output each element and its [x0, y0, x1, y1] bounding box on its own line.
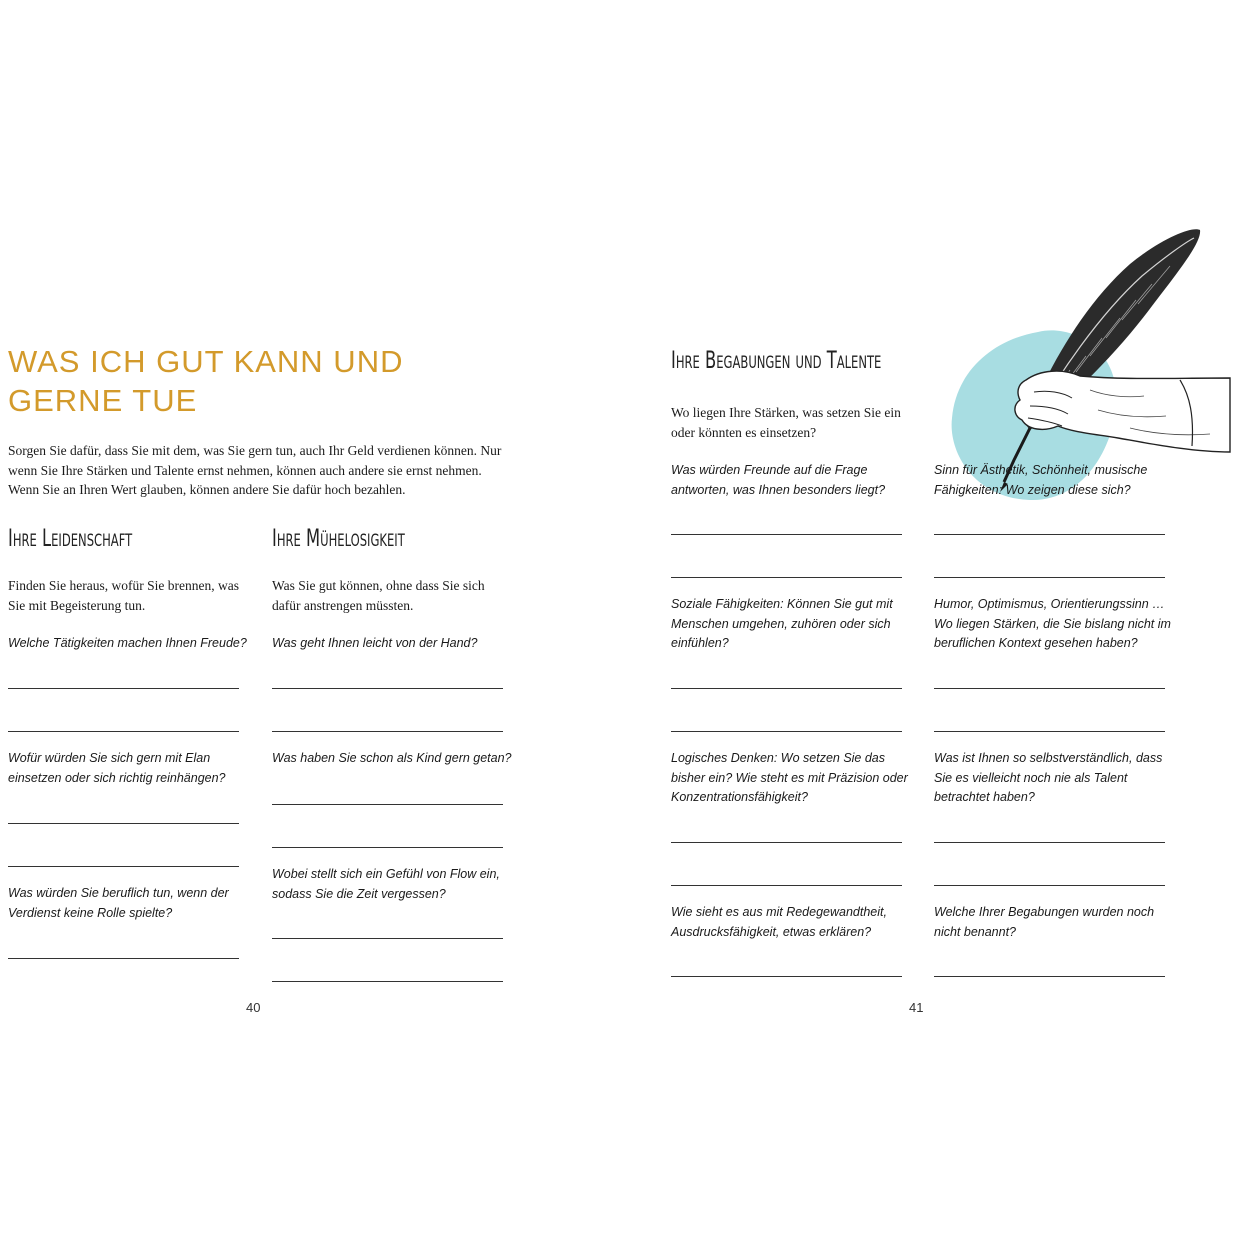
answer-line[interactable] — [272, 847, 503, 848]
answer-line[interactable] — [671, 976, 902, 977]
lead-leidenschaft: Finden Sie heraus, wofür Sie brennen, was Sie mit Begeisterung tun. — [8, 578, 239, 613]
page-title — [8, 342, 528, 420]
question-flow: Wobei stellt sich ein Gefühl von Flow ein, sodass Sie die Zeit vergessen? — [272, 867, 500, 901]
answer-line[interactable] — [934, 534, 1165, 535]
answer-line[interactable] — [272, 804, 503, 805]
question-humor: Humor, Optimismus, Orientierungssinn … Wo liegen Stärken, die Sie bislang nicht im beruflichen Kontext gesehen haben? — [934, 597, 1171, 650]
lead-muehelosigkeit: Was Sie gut können, ohne dass Sie sich dafür anstrengen müssten. — [272, 578, 485, 613]
answer-line[interactable] — [671, 534, 902, 535]
answer-line[interactable] — [671, 731, 902, 732]
answer-line[interactable] — [8, 731, 239, 732]
question-begabungen: Welche Ihrer Begabungen wurden noch nicht benannt? — [934, 905, 1155, 939]
answer-line[interactable] — [272, 731, 503, 732]
answer-line[interactable] — [934, 976, 1165, 977]
answer-line[interactable] — [671, 688, 902, 689]
answer-line[interactable] — [934, 688, 1165, 689]
page-title-line-2: GERNE TUE — [8, 383, 198, 418]
answer-line[interactable] — [934, 731, 1165, 732]
question-selbstverstaendlich: Was ist Ihnen so selbstverständlich, dass Sie es vielleicht noch nie als Talent betrachtet haben? — [934, 751, 1163, 804]
intro-paragraph: Sorgen Sie dafür, dass Sie mit dem, was Sie gern tun, auch Ihr Geld verdienen können. Nur wenn Sie Ihre Stärken und Talente ernst nehmen, können auch andere sie ernst nehmen. Wenn Sie an Ihren Wert glauben, können andere Sie dafür hoch bezahlen. — [8, 443, 502, 497]
answer-line[interactable] — [272, 938, 503, 939]
answer-line[interactable] — [272, 981, 503, 982]
answer-line[interactable] — [272, 688, 503, 689]
question-aesthetik: Sinn für Ästhetik, Schönheit, musische Fähigkeiten: Wo zeigen diese sich? — [934, 463, 1148, 497]
question-logisches-denken: Logisches Denken: Wo setzen Sie das bisher ein? Wie steht es mit Präzision oder Konzentrationsfähigkeit? — [671, 751, 908, 804]
question-redegewandtheit: Wie sieht es aus mit Redegewandtheit, Ausdrucksfähigkeit, etwas erklären? — [671, 905, 887, 939]
question-taetigkeiten: Welche Tätigkeiten machen Ihnen Freude? — [8, 636, 247, 650]
page-title-line-1: WAS ICH GUT KANN UND — [8, 344, 404, 379]
answer-line[interactable] — [8, 823, 239, 824]
answer-line[interactable] — [934, 577, 1165, 578]
section-heading-begabungen: Ihre Begabungen und Talente — [671, 346, 882, 374]
question-elan: Wofür würden Sie sich gern mit Elan einsetzen oder sich richtig reinhängen? — [8, 751, 226, 785]
question-soziale-faehigkeiten: Soziale Fähigkeiten: Können Sie gut mit Menschen umgehen, zuhören oder sich einfühlen? — [671, 597, 893, 650]
answer-line[interactable] — [8, 958, 239, 959]
question-kind: Was haben Sie schon als Kind gern getan? — [272, 751, 512, 765]
answer-line[interactable] — [671, 885, 902, 886]
section-heading-leidenschaft: Ihre Leidenschaft — [8, 524, 133, 552]
question-verdienst: Was würden Sie beruflich tun, wenn der Verdienst keine Rolle spielte? — [8, 886, 229, 920]
question-freunde: Was würden Freunde auf die Frage antworten, was Ihnen besonders liegt? — [671, 463, 886, 497]
answer-line[interactable] — [8, 866, 239, 867]
answer-line[interactable] — [8, 688, 239, 689]
page-number-left: 40 — [246, 1000, 261, 1015]
section-heading-muehelosigkeit: Ihre Mühelosigkeit — [272, 524, 405, 552]
answer-line[interactable] — [934, 842, 1165, 843]
lead-begabungen: Wo liegen Ihre Stärken, was setzen Sie ein oder könnten es einsetzen? — [671, 405, 901, 440]
question-leicht: Was geht Ihnen leicht von der Hand? — [272, 636, 478, 650]
page-number-right: 41 — [909, 1000, 924, 1015]
answer-line[interactable] — [671, 842, 902, 843]
answer-line[interactable] — [934, 885, 1165, 886]
answer-line[interactable] — [671, 577, 902, 578]
